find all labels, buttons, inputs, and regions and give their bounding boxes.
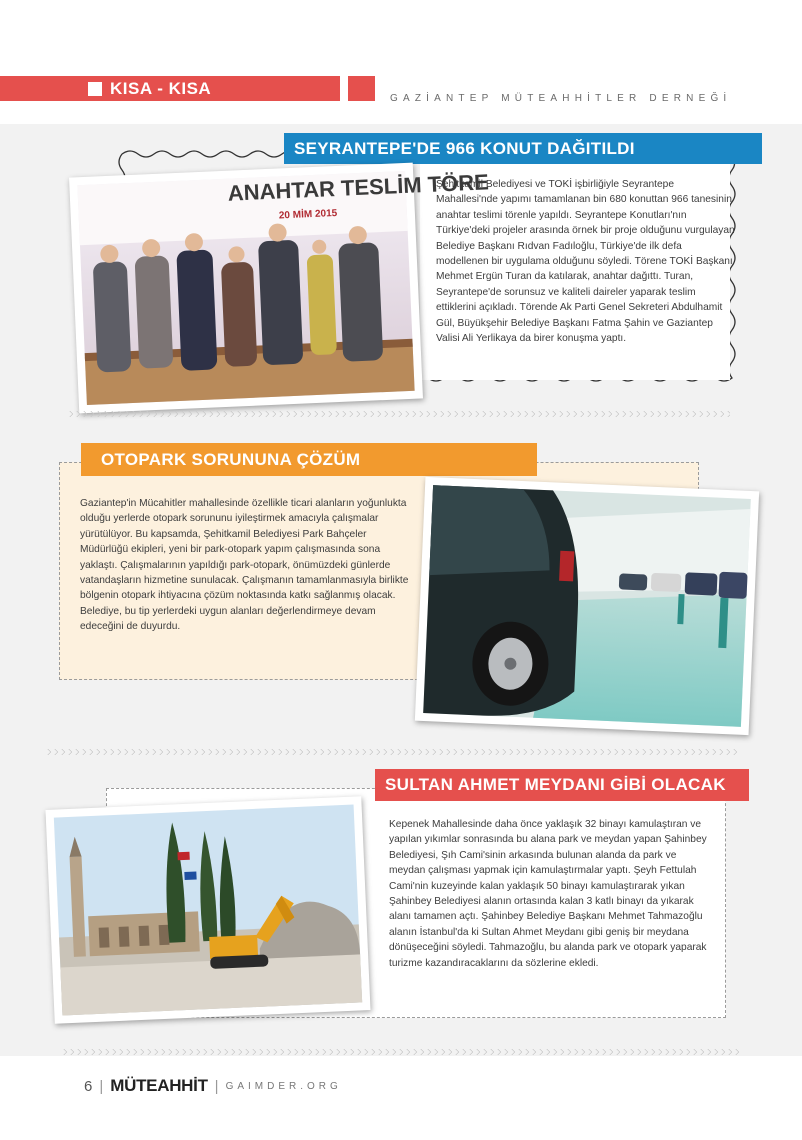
- divider-zigzag-1: [66, 411, 730, 417]
- section-label-text: KISA - KISA: [110, 79, 212, 98]
- footer-website: GAIMDER.ORG: [225, 1080, 342, 1092]
- article2-body-text: Gaziantep'in Mücahitler mahallesinde özellikle ticari alanların yoğunlukta olduğu yerlerde otopark sorununu iyileştirmek amacıyla çalışmalar yürütülüyor. Bu kapsamda, Şehitkamil Belediyesi Park Bahçeler Müdürlüğü ekipleri, yeni bir park-otopark yapım çalışmasında sona yaklaştı. Çalışmalarının yapıldığı park-otopark, önümüzdeki günlerde vatandaşların hizmetine sunulacak. Çalışmanın tamamlanmasıyla birlikte bölgenin otopark ihtiyacına çözüm noktasında katkı sağlanmış olacak. Belediye, bu tip yerlerdeki uygun alanları değerlendirmeye devam edeceğini de duyurdu.: [80, 498, 409, 633]
- article3-title: [375, 769, 749, 801]
- demolition-site-image: [54, 805, 362, 1016]
- article1-title-text: SEYRANTEPE'DE 966 KONUT DAĞITILDI: [294, 138, 635, 158]
- article1-photo: [69, 163, 490, 414]
- header-red-block: [348, 76, 375, 101]
- ceremony-photo-image: [77, 169, 490, 405]
- square-icon: [88, 82, 102, 96]
- article1-body-text: Şehitkamil Belediyesi ve TOKİ işbirliğiyle Seyrantepe Mahallesi'nde yapımı tamamlanan bin 680 konuttan 966 tanesinin anahtar teslimi törenle yapıldı. Seyrantepe Konutları'nın Türkiye'deki projeler arasında örnek bir proje olduğunu vurgulayan Belediye Başkanı Rıdvan Fadıloğlu, Türkiye'de ilk defa modellenen bir uygulama olduğunu söyledi. Törene TOKİ Başkanı Mehmet Ergün Turan da katılarak, anahtar dağıttı. Turan, Seyrantepe'de sorunsuz ve kaliteli daireler yaparak teslim ettiklerini açıkladı. Törende Ak Parti Genel Sekreteri Abdulhamit Gül, Büyükşehir Belediye Başkanı Fatma Şahin ve Gaziantep Valisi Ali Yerlikaya da birer konuşma yaptı.: [436, 179, 735, 345]
- page-number: 6: [84, 1077, 93, 1095]
- footer-brand: MÜTEAHHİT: [110, 1076, 208, 1095]
- section-label: [88, 78, 211, 100]
- divider-zigzag-2: [44, 749, 740, 755]
- divider-zigzag-3: [60, 1049, 740, 1055]
- footer: [84, 1074, 342, 1098]
- article3-body-text: Kepenek Mahallesinde daha önce yaklaşık 32 binayı kamulaştıran ve yapılan yıkımlar sonrasında bu alana park ve meydan yapan Şahinbey Belediyesi, Şıh Cami'sinin arkasında bulunan alanda da park ve meydan çalışması yapmak için kamulaştırmalar yaptı. Şeyh Fettulah Cami'nin kuzeyinde kalan yaklaşık 50 binayı kamulaştırarak yıkan Şahinbey Belediyesi alanın ortasında kalan 3 katlı binayı da yıkarak alanı tamamen açtı. Şahinbey Belediye Başkanı Mehmet Tahmazoğlu alanın İstanbul'da ki Sultan Ahmet Meydanı gibi geniş bir meydana dönüşeceğini söyledi. Tahmazoğlu, bu alanda park ve otopark yaparak turizme kazandıracaklarını da sözlerine ekledi.: [389, 819, 707, 969]
- article1-title: [284, 133, 762, 164]
- association-name: GAZİANTEP MÜTEAHHİTLER DERNEĞİ: [390, 93, 732, 104]
- article2-title: [81, 443, 537, 476]
- parking-garage-image: [423, 485, 751, 727]
- photo-banner-line2: 20 MİM 2015: [278, 207, 338, 222]
- footer-separator: |: [99, 1077, 104, 1095]
- article2-photo: [415, 477, 759, 735]
- article2-title-text: OTOPARK SORUNUNA ÇÖZÜM: [101, 449, 361, 469]
- footer-separator-2: |: [214, 1077, 219, 1095]
- article3-body: [389, 817, 709, 971]
- article3-photo: [45, 796, 370, 1024]
- article1-body: [436, 177, 736, 346]
- photo-banner-line1: ANAHTAR TESLİM TÖRE: [227, 169, 490, 206]
- article2-body: [80, 496, 416, 635]
- article3-title-text: SULTAN AHMET MEYDANI GİBİ OLACAK: [385, 775, 726, 794]
